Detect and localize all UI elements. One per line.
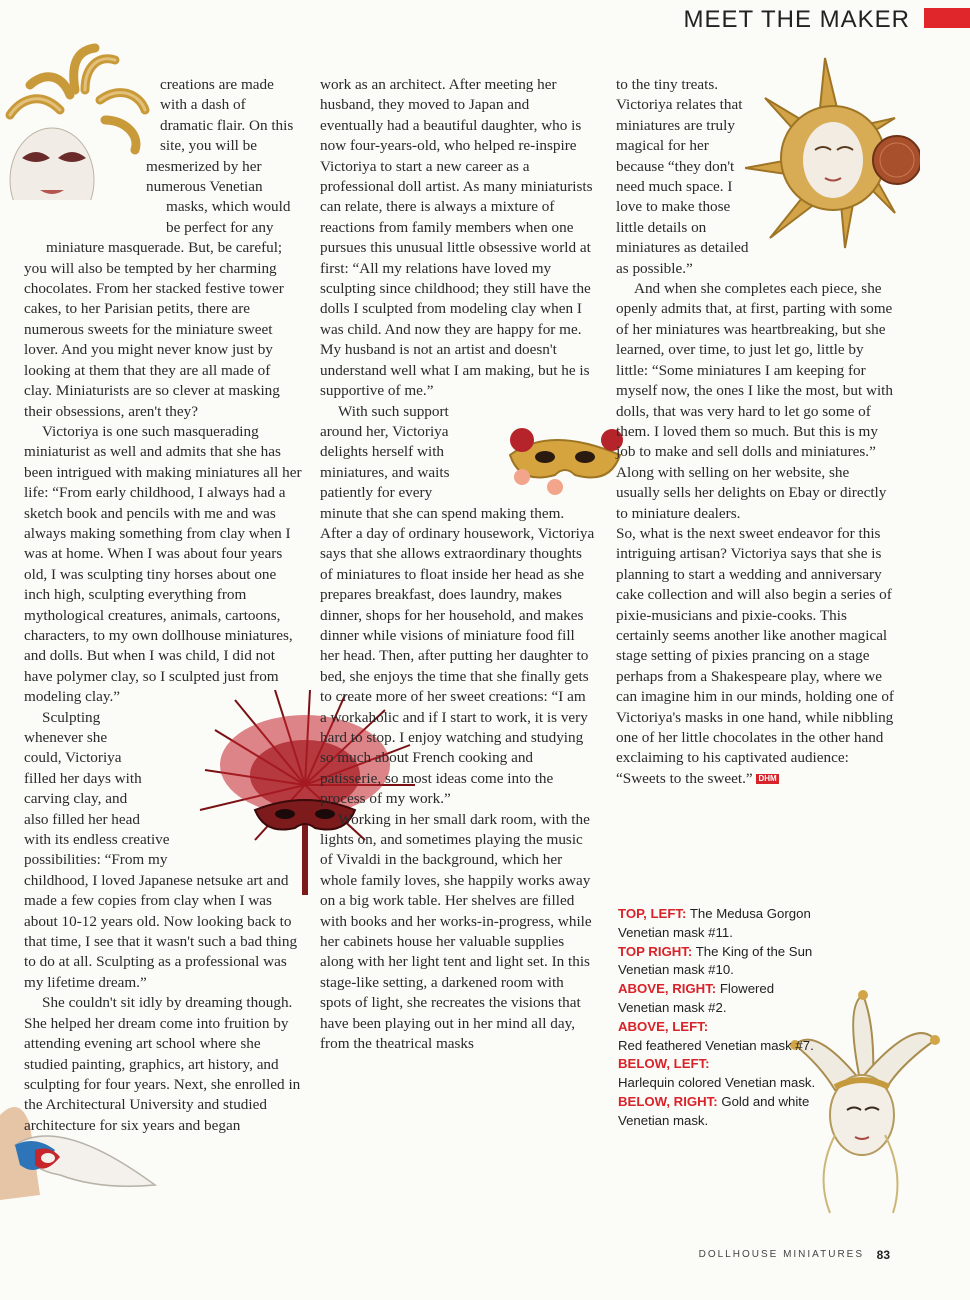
- article-paragraph: to the tiny treats. Victoriya relates that miniatures are truly magical for her because “they don't need much space. I love to make those little details on miniatures as detailed as possible.”: [616, 76, 749, 277]
- caption-label: BELOW, RIGHT:: [618, 1093, 718, 1109]
- header-accent-bar: [924, 8, 970, 28]
- caption-text: Flowered Venetian mask #2.: [618, 981, 775, 1015]
- caption-label: TOP, LEFT:: [618, 906, 687, 921]
- article-paragraph: work as an architect. After meeting her husband, they moved to Japan and eventually had a beautiful daughter, who is now four-years-old, who helped re-inspire Victoriya to start a new career as a professional doll artist. As many miniaturists can relate, there is always a mixture of reactions from family members when one pursues this unusual little obsessive world at first: “All my relations have loved my sculpting since childhood; they still have the dolls I sculpted from modeling clay when I was child. And now they are happy for me. My husband is not an artist and doesn't understand well what I am making, but he is supportive of me.”: [320, 76, 593, 400]
- end-mark: DHM: [758, 774, 777, 784]
- caption-text: The Medusa Gorgon Venetian mask #11.: [618, 906, 811, 940]
- article-paragraph: Victoriya is one such masquerading miniaturist as well and admits that she has been intrigued with making miniatures all her life: “From early childhood, I always had a sketch book and pencils with me and was always making something from clay when I was at home. When I was about four years old, I was sculpting tiny horses about one inch high, sculpting everything from mythological creatures, animals, cartoons, characters, to my own dollhouse miniatures, and dolls. But when I was child, I did not have polymer clay, so I sculpted just from modeling clay.”: [24, 422, 302, 706]
- article-paragraph: Sculpting whenever she could, Victoriya filled her days with carving clay, and also filled her head with its endless creative possibilities: “From my childhood, I loved Japanese netsuke art and made a few copies from clay when I was about 10-12 years old. Now looking back to that time, I see that it wasn't such a bad thing to do at all. Sculpting as a professional was my lifetime dream.”: [24, 708, 298, 991]
- caption-label: BELOW, LEFT:: [618, 1056, 710, 1072]
- caption-text: Red feathered Venetian mask #7.: [618, 1037, 814, 1053]
- caption: [618, 1018, 828, 1056]
- caption-label: ABOVE, LEFT:: [618, 1018, 709, 1034]
- article-column-3: [616, 75, 894, 789]
- caption-text: Harlequin colored Venetian mask.: [618, 1075, 816, 1091]
- article-paragraph: With such support around her, Victoriya delights herself with miniatures, and waits patiently for every minute that she can spend making them. After a day of ordinary housework, Victoriya says that she allows extraordinary thoughts of miniatures to float inside her head as she prepares breakfast, does laundry, makes dinner, shops for her household, and makes dinner while visions of miniature food fill her head. Then, after putting her daughter to bed, she enjoys the time that she finally gets to create more of her sweet creations: “I am a workaholic and if I start to work, it is very hard to stop. I enjoy watching and studying so much about French cooking and patisserie, so most ideas come into the process of my work.”: [320, 402, 595, 808]
- article-column-2: [320, 75, 596, 1055]
- page-number: 83: [876, 1248, 890, 1262]
- caption: [618, 980, 828, 1018]
- section-title: MEET THE MAKER: [683, 6, 910, 33]
- article-paragraph: [616, 525, 894, 787]
- caption-text: The King of the Sun Venetian mask #10.: [618, 943, 813, 978]
- magazine-name: DOLLHOUSE MINIATURES: [698, 1249, 864, 1260]
- caption-label: TOP RIGHT:: [618, 943, 693, 959]
- article-paragraph: Working in her small dark room, with the lights on, and sometimes playing the music of Vivaldi in the background, which her whole family loves, she happily works away on a big work table. Her shelves are filled with books and her works-in-progress, while her cabinets house her valuable supplies along with her light tent and light set. In this stage-like setting, a darkened room with spots of light, she recreates the visions that have been playing out in her mind all day, from the theatrical masks: [320, 810, 592, 1053]
- article-column-1: [24, 75, 302, 1136]
- article-paragraph-text: So, what is the next sweet endeavor for this intriguing artisan? Victoriya says that she is planning to start a wedding and anniversary cake collection and will also begin a series of pixie-musicians and pixie-cooks. This certainly seems another like another magical stage setting of pixies prancing on a stage perhaps from a Shakespeare play, where we can imagine him in our minds, holding one of Victoriya's masks in one hand, while nibbling one of her little chocolates in the other hand exclaiming to his captivated audience: “Sweets to the sweet.”: [616, 524, 894, 787]
- article-paragraph: And when she completes each piece, she openly admits that, at first, parting with some of her miniatures was heartbreaking, but she learned, over time, to just let go, little by little: “Some miniatures I am keeping for myself now, the ones I like the most, but with dolls, that was very hard to let go some of them. I loved them so much. But this is my job to make and sell dolls and miniatures.” Along with selling on her website, she usually sells her delights on Ebay or directly to miniature dealers.: [616, 280, 893, 522]
- page-header: [570, 4, 970, 34]
- caption: [618, 943, 828, 981]
- article-paragraph: She couldn't sit idly by dreaming though. She helped her dream come into fruition by attending evening art school where she studied painting, graphics, art history, and sculpting for four years. Next, she enrolled in the Architectural University and studied architecture for six years and began: [24, 994, 301, 1134]
- caption: [618, 905, 828, 943]
- caption-text: Gold and white Venetian mask.: [618, 1093, 810, 1128]
- caption-label: ABOVE, RIGHT:: [618, 981, 717, 997]
- article-paragraph: creations are made with a dash of dramatic flair. On this site, you will be mesmerized by her numerous Venetian masks, which would be perfect for any miniature masquerade. But, be careful; you will also be tempted by her charming chocolates. From her stacked festive tower cakes, to her Parisian petits, there are numerous sweets for the miniature sweet lover. And you might never know just by looking at them that they are all made of clay. Miniaturists are so clever at masking their obsessions, aren't they?: [24, 76, 294, 420]
- caption: [618, 1093, 828, 1131]
- photo-captions: [618, 905, 828, 1131]
- caption: [618, 1055, 828, 1093]
